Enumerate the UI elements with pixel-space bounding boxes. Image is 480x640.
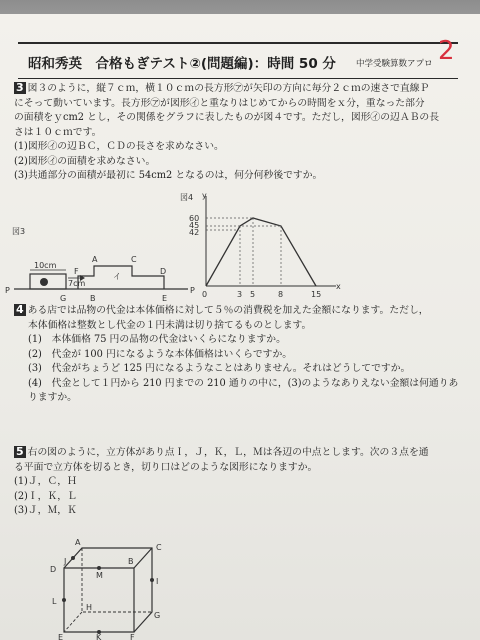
y-axis-label: y: [202, 191, 207, 200]
vertex-e: E: [162, 294, 168, 303]
question-4-text-line: 本体価格は整数とし代金の１円未満は切り捨てるものとします。: [28, 319, 312, 331]
question-5-item: (1)Ｊ，Ｃ，Ｈ: [14, 476, 77, 487]
cube-label-f: F: [130, 633, 135, 640]
question-5-number: 5: [16, 445, 24, 458]
question-3-text-line: 図３のように，縦７ｃｍ，横１０ｃｍの長方形㋐が矢印の方向に毎分２ｃｍの速さで直線Ｐ: [27, 83, 430, 94]
question-4: [14, 304, 469, 406]
figure-3-diagram: [0, 204, 200, 314]
question-5-line: [14, 446, 469, 461]
cube-label-d: D: [50, 565, 57, 574]
publisher-label: 中学受験算数アプロ: [356, 59, 433, 69]
question-5-text-line: 右の図のように，立方体があり点Ｉ，Ｊ，Ｋ，Ｌ，Ｍは各辺の中点とします。次の３点を通: [27, 447, 429, 458]
figure-3-caption: 図3: [12, 227, 26, 236]
question-3-item: (2)図形㋑の面積を求めなさい。: [14, 155, 156, 167]
figure-4-graph: [178, 190, 348, 308]
cube-hidden-edge: [64, 612, 82, 632]
question-4-item: (2) 代金が 100 円になるような本体価格はいくらですか。: [28, 348, 293, 360]
cube-diagram: [44, 528, 174, 640]
question-5-item: (2)Ｉ，Ｋ，Ｌ: [14, 490, 77, 502]
x-tick-15: 15: [311, 290, 322, 299]
question-4-number: 4: [16, 303, 24, 316]
shape-a-mark: [40, 278, 48, 286]
exam-header: [18, 42, 458, 79]
question-3: [14, 82, 469, 184]
cube-label-m: M: [96, 571, 103, 580]
question-5-text-line: る平面で立方体を切るとき，切り口はどのような図形になりますか。: [14, 461, 318, 473]
label-p-left: P: [5, 286, 10, 295]
cube-label-i: I: [156, 577, 159, 586]
x-tick-0: 0: [202, 290, 208, 299]
question-4-item: (1) 本体価格 75 円の品物の代金はいくらになりますか。: [28, 334, 286, 345]
worksheet-page: [0, 14, 480, 640]
label-p-right: P: [190, 286, 195, 295]
question-4-item: (3) 代金がちょうど 125 円になるようなことはありません。それはどうしてですか。: [28, 363, 411, 374]
midpoint-i: [150, 578, 154, 582]
cube-label-g: G: [154, 611, 161, 620]
midpoint-m: [97, 566, 101, 570]
vertex-d: D: [160, 267, 167, 276]
cube-label-k: K: [96, 633, 102, 640]
question-5-item: (3)Ｊ，Ｍ，Ｋ: [14, 505, 77, 516]
question-3-text-line: の面積をｙcm2 とし，その関係をグラフに表したものが図４です。ただし，図形㋑の辺ＡＢの長: [14, 112, 440, 123]
question-4-text-line: ある店では品物の代金は本体価格に対して５％の消費税を加えた金額になります。ただし，: [27, 305, 429, 316]
question-4-item: (4) 代金として１円から 210 円までの 210 通りの中に，(3)のようなありえない金額は何通りあ: [28, 377, 459, 389]
question-3-number: 3: [16, 81, 24, 94]
vertex-a: A: [92, 255, 98, 264]
cube-label-e: E: [58, 633, 64, 640]
cube-label-a: A: [75, 538, 81, 547]
question-3-line: [14, 82, 469, 97]
question-4-line: [14, 304, 469, 319]
vertex-f: F: [74, 267, 79, 276]
cube-label-c: C: [156, 543, 162, 552]
vertex-g: G: [60, 294, 67, 303]
label-shape-i: イ: [113, 272, 121, 281]
question-3-text-line: さは１０ｃｍです。: [14, 126, 102, 138]
midpoint-j: [71, 556, 75, 560]
exam-title: 昭和秀英 合格もぎテスト②(問題編)：時間 50 分: [28, 56, 336, 72]
cube-hidden-edges: [82, 548, 152, 612]
graph-line: [206, 218, 316, 286]
vertex-b: B: [90, 294, 96, 303]
x-tick-5: 5: [250, 290, 256, 299]
figure-4-caption: 図4: [180, 193, 194, 202]
question-4-item: りますか。: [28, 392, 77, 403]
cube-label-l: L: [52, 597, 57, 606]
question-5: [14, 446, 469, 519]
page-number: 2: [438, 36, 455, 66]
cube-edge: [134, 548, 152, 568]
x-axis-label: x: [336, 282, 341, 291]
midpoint-l: [62, 598, 66, 602]
shape-i-outline: [78, 266, 167, 289]
y-tick-45: 45: [189, 221, 200, 230]
vertex-c: C: [131, 255, 137, 264]
x-tick-3: 3: [237, 290, 243, 299]
question-3-text-line: にそって動いています。長方形㋐が図形㋑と重なりはじめてからの時間をｘ分，重なった部分: [14, 97, 425, 109]
question-3-item: (3)共通部分の面積が最初に 54cm2 となるのは，何分何秒後ですか。: [14, 170, 323, 181]
y-tick-42: 42: [189, 228, 200, 237]
question-3-item: (1)図形㋑の辺ＢＣ，ＣＤの長さを求めなさい。: [14, 141, 224, 152]
label-7cm: 7cm: [68, 279, 86, 288]
cube-label-j: J: [64, 557, 67, 566]
cube-label-b: B: [128, 557, 134, 566]
cube-back-edges: [64, 548, 152, 632]
y-tick-60: 60: [189, 214, 200, 223]
cube-label-h: H: [86, 603, 93, 612]
x-tick-8: 8: [278, 290, 284, 299]
rectangle-a: [30, 274, 66, 289]
label-10cm: 10cm: [34, 261, 57, 270]
